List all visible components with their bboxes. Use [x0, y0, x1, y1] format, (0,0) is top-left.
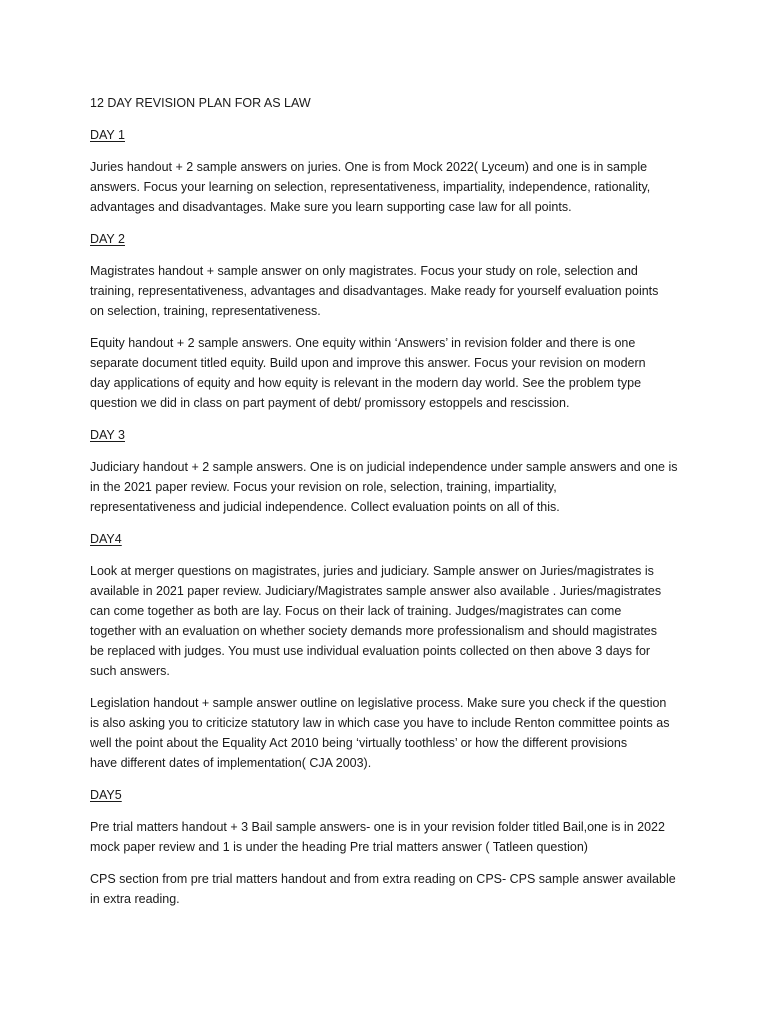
text-line: separate document titled equity. Build upon and improve this answer. Focus your revision on modern: [90, 356, 646, 370]
text-line: CPS section from pre trial matters handout and from extra reading on CPS- CPS sample answer available: [90, 872, 676, 886]
day-heading: DAY5: [90, 788, 122, 802]
day-heading: DAY 1: [90, 128, 125, 142]
document-body: [90, 93, 690, 921]
text-line: question we did in class on part payment of debt/ promissory estoppels and rescission.: [90, 396, 570, 410]
text-line: in extra reading.: [90, 892, 180, 906]
text-line: advantages and disadvantages. Make sure you learn supporting case law for all points.: [90, 200, 572, 214]
text-line: can come together as both are lay. Focus on their lack of training. Judges/magistrates can come: [90, 604, 622, 618]
text-line: answers. Focus your learning on selection, representativeness, impartiality, independence, rationality,: [90, 180, 651, 194]
text-line: in the 2021 paper review. Focus your revision on role, selection, training, impartiality,: [90, 480, 557, 494]
paragraph: [90, 261, 690, 321]
day-heading: DAY 3: [90, 428, 125, 442]
text-line: Equity handout + 2 sample answers. One equity within ‘Answers’ in revision folder and there is one: [90, 336, 636, 350]
paragraph: [90, 333, 690, 413]
text-line: Judiciary handout + 2 sample answers. One is on judicial independence under sample answers and one is: [90, 460, 678, 474]
paragraph: [90, 693, 690, 773]
sections-container: [90, 125, 690, 909]
paragraph: [90, 157, 690, 217]
text-line: available in 2021 paper review. Judiciary/Magistrates sample answer also available . Juries/magistrates: [90, 584, 662, 598]
text-line: on selection, training, representativeness.: [90, 304, 321, 318]
document-title: 12 DAY REVISION PLAN FOR AS LAW: [90, 96, 311, 110]
text-line: such answers.: [90, 664, 170, 678]
paragraph: [90, 561, 690, 681]
text-line: together with an evaluation on whether society demands more professionalism and should magistrates: [90, 624, 657, 638]
text-line: Legislation handout + sample answer outline on legislative process. Make sure you check if the question: [90, 696, 667, 710]
day-section: [90, 425, 690, 517]
paragraph: [90, 817, 690, 857]
day-heading: DAY 2: [90, 232, 125, 246]
text-line: training, representativeness, advantages and disadvantages. Make ready for yourself evaluation points: [90, 284, 659, 298]
day-section: [90, 229, 690, 413]
day-section: [90, 125, 690, 217]
text-line: Magistrates handout + sample answer on only magistrates. Focus your study on role, selection and: [90, 264, 638, 278]
text-line: day applications of equity and how equity is relevant in the modern day world. See the problem type: [90, 376, 642, 390]
day-section: [90, 529, 690, 773]
text-line: representativeness and judicial independence. Collect evaluation points on all of this.: [90, 500, 560, 514]
day-section: [90, 785, 690, 909]
text-line: mock paper review and 1 is under the heading Pre trial matters answer ( Tatleen question): [90, 840, 588, 854]
text-line: have different dates of implementation( CJA 2003).: [90, 756, 372, 770]
text-line: Pre trial matters handout + 3 Bail sample answers- one is in your revision folder titled Bail,one is in 2022: [90, 820, 665, 834]
text-line: Juries handout + 2 sample answers on juries. One is from Mock 2022( Lyceum) and one is in sample: [90, 160, 648, 174]
text-line: be replaced with judges. You must use individual evaluation points collected on then above 3 days for: [90, 644, 651, 658]
day-heading: DAY4: [90, 532, 122, 546]
text-line: is also asking you to criticize statutory law in which case you have to include Renton committee points as: [90, 716, 670, 730]
text-line: well the point about the Equality Act 2010 being ‘virtually toothless’ or how the different provisions: [90, 736, 628, 750]
text-line: Look at merger questions on magistrates, juries and judiciary. Sample answer on Juries/magistrates is: [90, 564, 654, 578]
paragraph: [90, 457, 690, 517]
paragraph: [90, 869, 690, 909]
